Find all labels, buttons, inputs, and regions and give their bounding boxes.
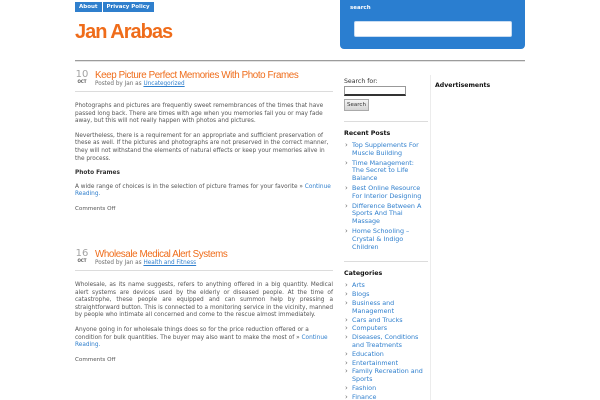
sidebar-search-button[interactable]: Search: [344, 99, 369, 111]
post-title-divider: [75, 270, 333, 271]
post-title-link[interactable]: Keep Picture Perfect Memories With Photo Frames: [95, 70, 299, 81]
sidebar-right: [435, 82, 490, 94]
post-meta: [95, 81, 185, 87]
top-nav: [75, 2, 155, 12]
recent-post-link[interactable]: › Difference Between A Sports And Thai Massage: [344, 203, 429, 226]
post-date-day: 10: [75, 69, 89, 80]
comments-status: Comments Off: [75, 356, 116, 363]
category-link[interactable]: › Education: [344, 351, 429, 359]
header-search-panel: [340, 0, 525, 49]
advertisements-heading: Advertisements: [435, 82, 491, 89]
category-link[interactable]: › Business and Management: [344, 300, 429, 316]
sidebar-search-label: Search for:: [344, 78, 378, 85]
recent-post-link[interactable]: › Top Supplements For Muscle Building: [344, 142, 429, 158]
categories-heading: Categories: [344, 270, 383, 278]
post-date-day: 16: [75, 248, 89, 259]
category-link[interactable]: › Finance: [344, 394, 429, 400]
header-divider-shadow: [75, 61, 525, 62]
sidebar-left: [344, 78, 429, 400]
post-date-month: OCT: [77, 258, 87, 263]
nav-about-link[interactable]: About: [75, 2, 102, 12]
category-link[interactable]: › Blogs: [344, 291, 429, 299]
post-paragraph: Photographs and pictures are frequently sweet remembrances of the times that have passed long back. There are times with age when you memories fail you or may fade away, but this will not really happen with photos and pictures.: [75, 103, 324, 125]
category-link[interactable]: › Cars and Trucks: [344, 317, 429, 325]
post-meta-prefix: Posted by Jan as: [95, 260, 144, 266]
recent-posts-list: [344, 142, 429, 251]
header-search-label: search: [350, 5, 371, 11]
recent-post-link[interactable]: › Home Schooling – Crystal & Indigo Children: [344, 228, 429, 251]
post-body: [75, 103, 333, 214]
nav-privacy-policy-link[interactable]: Privacy Policy: [103, 2, 154, 12]
sidebar-search-input[interactable]: [344, 86, 406, 96]
category-link[interactable]: › Family Recreation and Sports: [344, 368, 429, 384]
post-meta-prefix: Posted by Jan as: [95, 81, 144, 87]
category-link[interactable]: › Arts: [344, 282, 429, 290]
recent-post-link[interactable]: › Time Management: The Secret to Life Balance: [344, 160, 429, 183]
categories-list: [344, 282, 429, 400]
recent-posts-heading: Recent Posts: [344, 130, 391, 137]
comments-status: Comments Off: [75, 205, 116, 212]
continue-reading-link[interactable]: Continue Reading.: [75, 334, 328, 349]
post-category-link[interactable]: Uncategorized: [143, 81, 185, 87]
header-search-input[interactable]: [354, 21, 512, 37]
post-date: [75, 70, 89, 84]
sidebar-divider: [344, 261, 428, 262]
post-paragraph: Wholesale, as its name suggests, refers to anything offered in a big quantity. Medical alert systems are devices used by the elderly or diseased people. At the time of catastrophe, these people are equipped and can summon help by pressing a straightforward button. This is connected to a monitoring service in the vicinity, manned by people who intimate all concerned and come to the rescue almost immediately.: [75, 282, 333, 319]
post-body: [75, 282, 333, 364]
post-subheading: Photo Frames: [75, 170, 120, 177]
post-date: [75, 249, 89, 263]
post-teaser: A wide range of choices is in the selection of picture frames for your favorite »: [75, 183, 303, 190]
category-link[interactable]: › Fashion: [344, 385, 429, 393]
category-link[interactable]: › Entertainment: [344, 360, 429, 368]
post: [75, 70, 333, 221]
sidebar-divider: [344, 121, 428, 122]
recent-post-link[interactable]: › Best Online Resource For Interior Designing: [344, 185, 429, 201]
post-title-divider: [75, 91, 333, 92]
category-link[interactable]: › Diseases, Conditions and Treatments: [344, 334, 429, 350]
category-link[interactable]: › Computers: [344, 325, 429, 333]
post-meta: [95, 260, 196, 266]
post-date-month: OCT: [77, 79, 87, 84]
continue-reading-link[interactable]: Continue Reading.: [75, 183, 331, 198]
post-category-link[interactable]: Health and Fitness: [143, 260, 197, 266]
sidebar-column-divider: [430, 75, 431, 400]
post-teaser: Anyone going in for wholesale things does so for the price reduction offered or a condition for bulk quantities. The buyer may also want to make the most of »: [75, 326, 309, 341]
post: [75, 249, 333, 371]
post-title-link[interactable]: Wholesale Medical Alert Systems: [95, 249, 228, 260]
site-title[interactable]: Jan Arabas: [75, 21, 173, 43]
post-paragraph: Nevertheless, there is a requirement for an appropriate and sufficient preservation of these as well. If the pictures and photographs are not preserved in the correct manner, they will not withstand the elements of natural effects or keep your memories alive in the process.: [75, 132, 329, 162]
